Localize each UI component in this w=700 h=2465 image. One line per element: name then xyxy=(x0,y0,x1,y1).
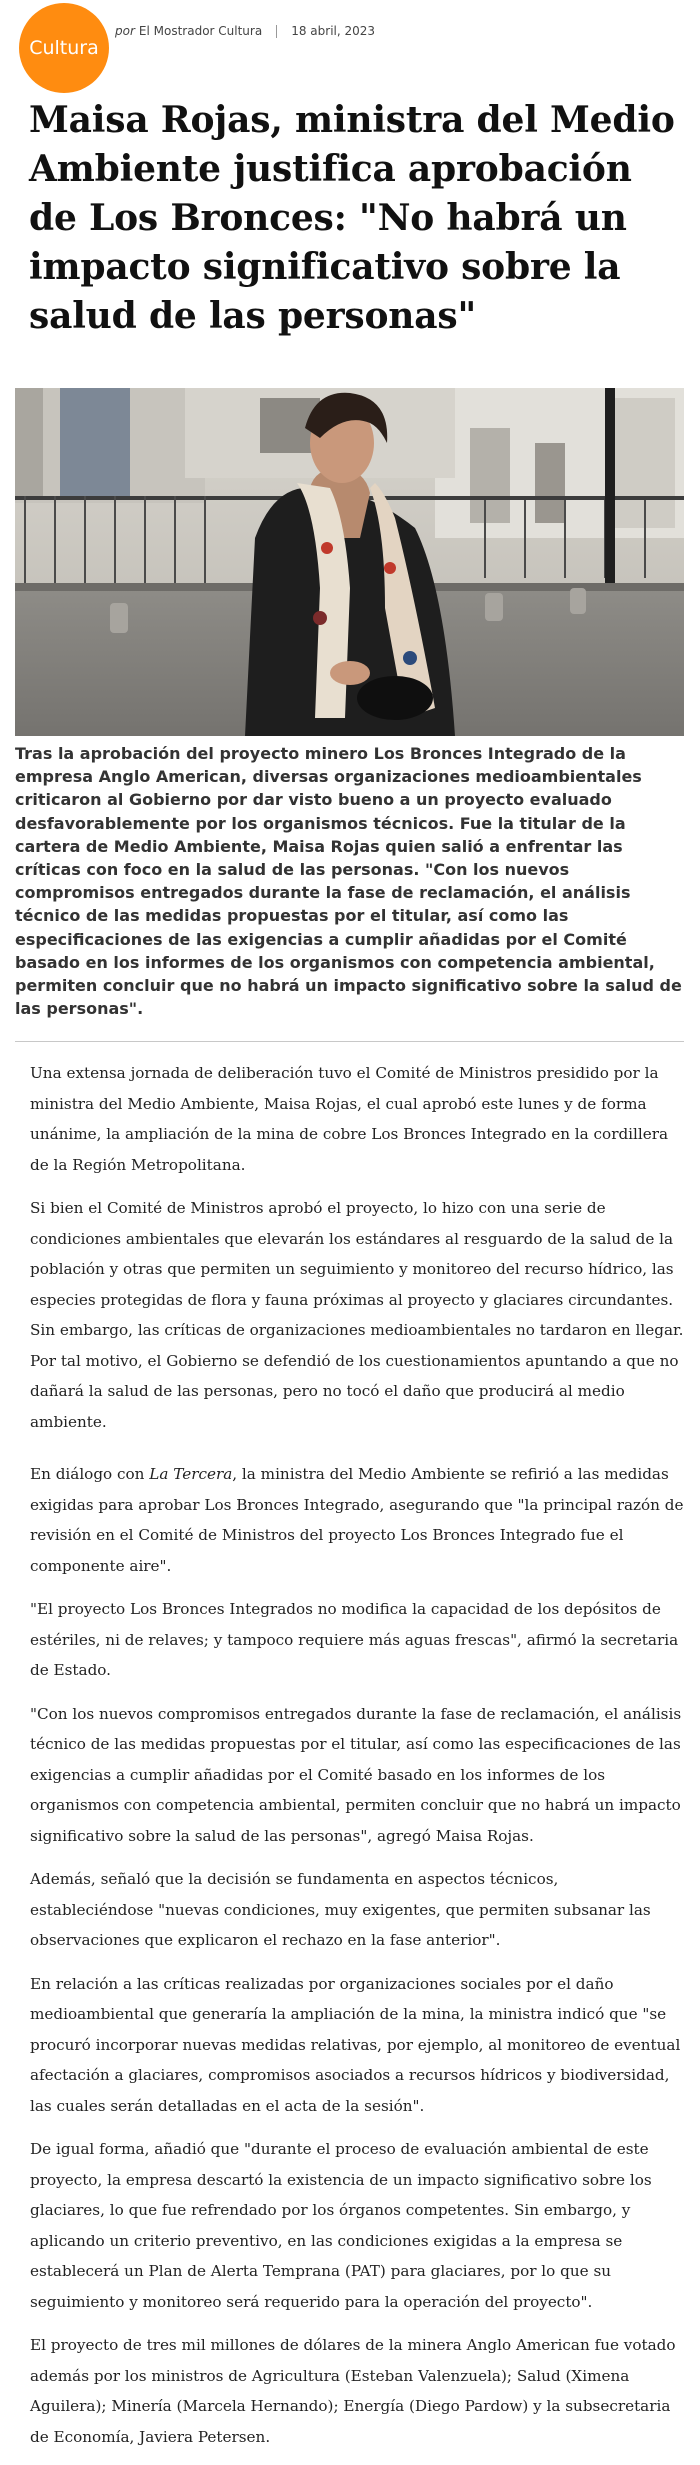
newspaper-name: La Tercera xyxy=(149,1465,233,1483)
publish-date: 18 abril, 2023 xyxy=(291,24,376,38)
article-photo xyxy=(15,388,684,736)
body-paragraph: Además, señaló que la decisión se fundamenta en aspectos técnicos, estableciéndose "nuevas condiciones, muy exigentes, que permiten subsanar las observaciones que explicaron el rechazo en la fase anterior". xyxy=(30,1870,651,1949)
article-headline: Maisa Rojas, ministra del Medio Ambiente justifica aprobación de Los Bronces: "No habrá un impacto significativo sobre la salud de las personas" xyxy=(29,99,675,337)
section-badge[interactable]: Cultura xyxy=(19,3,109,93)
lead-divider xyxy=(15,1041,684,1042)
body-paragraph: En relación a las críticas realizadas por organizaciones sociales por el daño medioambiental que generaría la ampliación de la mina, la ministra indicó que "se procuró incorporar nuevas medidas relativas, por ejemplo, al monitoreo de eventual afectación a glaciares, compromisos asociados a recursos hídricos y biodiversidad, las cuales serán detalladas en el acta de la sesión". xyxy=(30,1974,681,2115)
body-paragraph: Si bien el Comité de Ministros aprobó el proyecto, lo hizo con una serie de condiciones ambientales que elevarán los estándares al resguardo de la salud de la población y otras que permiten un seguimiento y monitoreo del recurso hídrico, las especies protegidas de flora y fauna próximas al proyecto y glaciares circundantes. Sin embargo, las críticas de organizaciones medioambientales no tardaron en llegar. Por tal motivo, el Gobierno se defendió de los cuestionamientos apuntando a que no dañará la salud de las personas, pero no tocó el daño que producirá al medio ambiente. xyxy=(30,1199,684,1431)
meta-separator xyxy=(276,25,277,38)
article-body xyxy=(30,1058,685,2465)
author-link[interactable]: El Mostrador Cultura xyxy=(138,24,263,38)
body-paragraph: Una extensa jornada de deliberación tuvo el Comité de Ministros presidido por la ministra del Medio Ambiente, Maisa Rojas, el cual aprobó este lunes y de forma unánime, la ampliación de la mina de cobre Los Bronces Integrado en la cordillera de la Región Metropolitana. xyxy=(30,1064,669,1174)
byline-prefix: por xyxy=(115,24,135,38)
body-paragraph: "El proyecto Los Bronces Integrados no modifica la capacidad de los depósitos de estériles, ni de relaves; y tampoco requiere más aguas frescas", afirmó la secretaria de Estado. xyxy=(30,1600,679,1679)
body-paragraph xyxy=(30,1459,685,1581)
article-header xyxy=(19,3,679,93)
paragraph-text: En diálogo con xyxy=(30,1465,150,1483)
photo-illustration xyxy=(15,388,684,736)
article-lead: Tras la aprobación del proyecto minero Los Bronces Integrado de la empresa Anglo American, diversas organizaciones medioambientales criticaron al Gobierno por dar visto bueno a un proyecto evaluado desfavorablemente por los organismos técnicos. Fue la titular de la cartera de Medio Ambiente, Maisa Rojas quien salió a enfrentar las críticas con foco en la salud de las personas. "Con los nuevos compromisos entregados durante la fase de reclamación, el análisis técnico de las medidas propuestas por el titular, así como las especificaciones de las exigencias a cumplir añadidas por el Comité basado en los informes de los organismos con competencia ambiental, permiten concluir que no habrá un impacto significativo sobre la salud de las personas". xyxy=(15,744,682,1019)
body-paragraph: "Con los nuevos compromisos entregados durante la fase de reclamación, el análisis técnico de las medidas propuestas por el titular, así como las especificaciones de las exigencias a cumplir añadidas por el Comité basado en los informes de los organismos con competencia ambiental, permiten concluir que no habrá un impacto significativo sobre la salud de las personas", agregó Maisa Rojas. xyxy=(30,1704,682,1845)
body-paragraph: El proyecto de tres mil millones de dólares de la minera Anglo American fue votado además por los ministros de Agricultura (Esteban Valenzuela); Salud (Ximena Aguilera); Minería (Marcela Hernando); Energía (Diego Pardow) y la subsecretaria de Economía, Javiera Petersen. xyxy=(30,2336,676,2446)
paragraph-text: , la ministra del Medio Ambiente se refirió a las medidas exigidas para aprobar Los Bronces Integrado, asegurando que "la principal razón de revisión en el Comité de Ministros del proyecto Los Bronces Integrado fue el componente aire". xyxy=(30,1465,684,1575)
body-paragraph: De igual forma, añadió que "durante el proceso de evaluación ambiental de este proyecto, la empresa descartó la existencia de un impacto significativo sobre los glaciares, lo que fue refrendado por los órganos competentes. Sin embargo, y aplicando un criterio preventivo, en las condiciones exigidas a la empresa se establecerá un Plan de Alerta Temprana (PAT) para glaciares, por lo que su seguimiento y monitoreo será requerido para la operación del proyecto". xyxy=(30,2140,652,2311)
byline xyxy=(115,24,375,38)
